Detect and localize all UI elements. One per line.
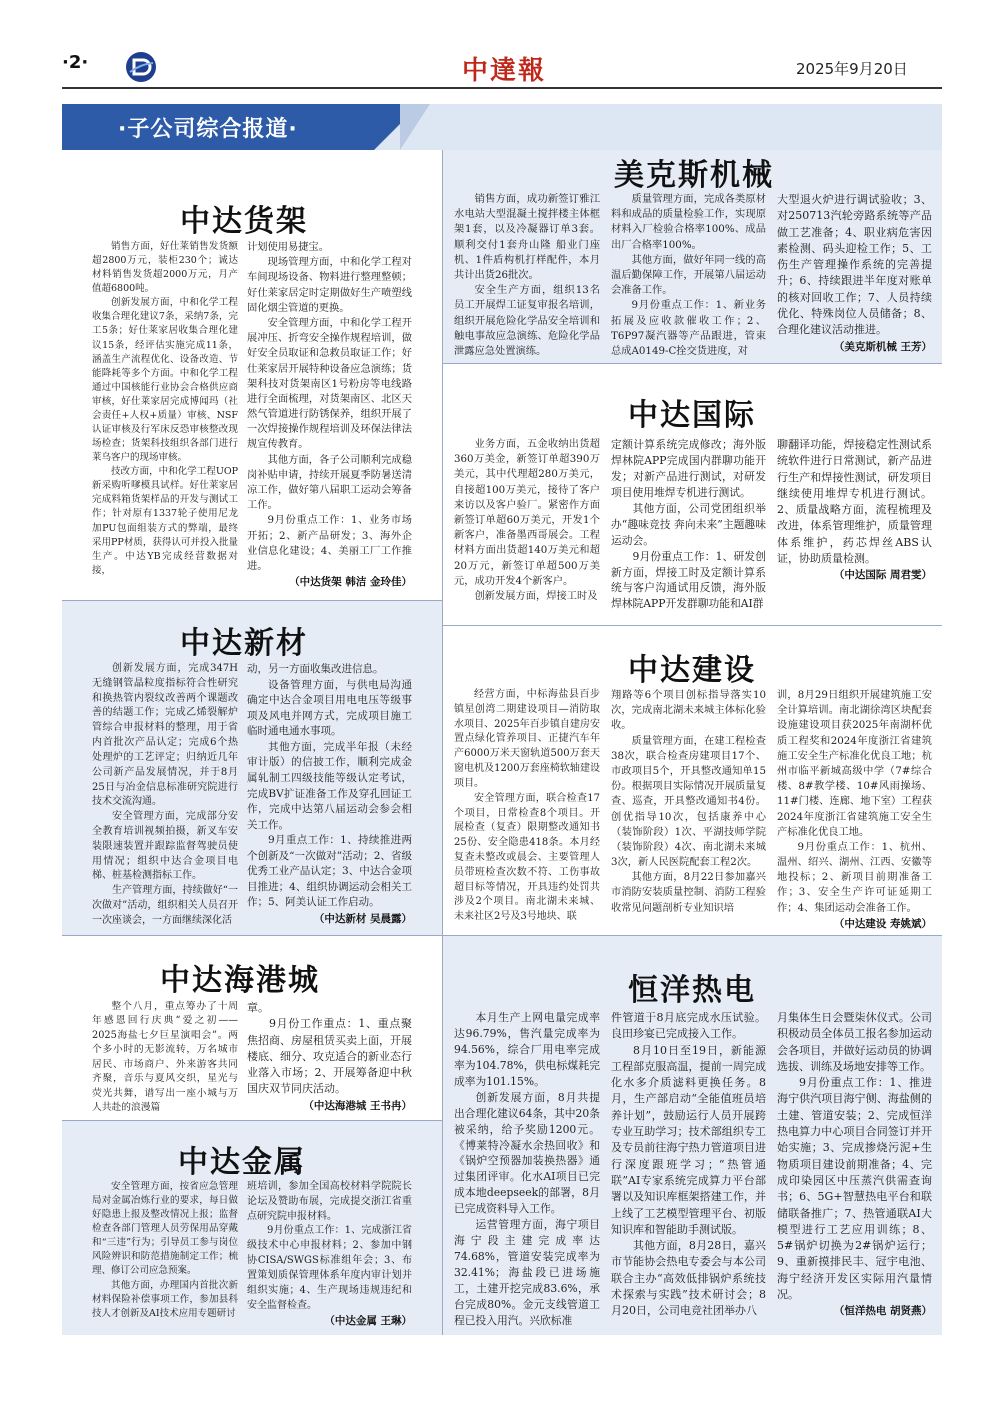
article-column <box>92 240 238 596</box>
banner-decoration <box>400 104 430 150</box>
paragraph: 创新发展方面，完成347H无缝钢管晶粒度指标符合性研究和换热管内裂纹改善两个课题改善的结题工作；完成乙烯裂解炉管综合申报材料的整理，用于省内首批次产品认定；完成6个热处理炉的工艺评定；归纳近几年公司新产品发展情况，并于8月25日与冶金信息标准研究院进行技术交流沟通。 <box>92 663 238 808</box>
section-divider <box>62 600 442 601</box>
article-column <box>247 1180 412 1330</box>
article-column <box>247 240 412 596</box>
article-column <box>454 437 600 623</box>
paragraph: 其他方面，8月28日，嘉兴市节能协会热电专委会与本公司联合主办“高效低排锅炉系统技术探索与实践”技术研讨会；8月20日，公司电竞社团举办八 <box>611 1239 766 1318</box>
article-column <box>611 437 766 623</box>
paragraph: 9月份重点工作：1、杭州、温州、绍兴、湖州、江西、安徽等地投标；2、新项目前期准备工作；3、安全生产许可证延期工作；4、集团运动会准备工作。 <box>777 840 932 914</box>
section-divider <box>442 625 942 626</box>
byline: （恒洋热电 胡贤燕） <box>833 1305 932 1318</box>
paragraph: 训，8月29日组织开展建筑施工安全计算培训。南北湖徐湾区块配套设施建设项目获2025年南湖杯优质工程奖和2024年度浙江省建筑施工安全生产标准化优良工地；杭州市临平新城高级中学（7#综合楼、8#教学楼、10#风雨操场、11#门楼、连廊、地下室）工程获2024年度浙江省建筑施工安全生产标准化优良工地。 <box>777 689 932 838</box>
newspaper-logo-icon <box>126 52 156 82</box>
paragraph: 班培训，参加全国高校材料学院院长论坛及赞助布展，完成提交浙江省重点研究院申报材料。 <box>247 1181 412 1222</box>
paragraph: 其他方面，办理国内首批次新材料保险补偿事项工作，参加县科技人才创新及AI技术应用专题研讨 <box>92 1279 238 1319</box>
paragraph: 其他方面，8月22日参加嘉兴市消防安装质量控制、消防工程验收常见问题剖析专业知识培 <box>611 871 766 914</box>
paragraph: 动，另一方面收集改进信息。 <box>247 663 384 675</box>
paragraph: 质量管理方面，完成各类原材料和成品的质量检验工作，实现原材料入厂检验合格率100%、成品出厂合格率100%。 <box>611 193 766 251</box>
section-divider <box>442 363 942 364</box>
article-column <box>777 688 932 932</box>
paragraph: 创新发展方面，中和化学工程收集合理化建议7条，采纳7条，完工5条；好仕莱家居收集合理化建议15条，经评估实施完成11条，涵盖生产流程优化、设备改造、节能降耗等多个方面。中和化学工程通过中国核能行业协会合格供应商审核，好仕莱家居完成博闻玛（社会责任+人权+质量）审核、NSF认证审核及行军床反恐审核整改现场检查；货架科技组织各部门进行莱乌客户的现场审核。 <box>92 297 238 464</box>
paragraph: 9月份重点工作：1、新业务拓展及应收款催收工作；2、T6P97凝汽器等产品跟进，管束总成A0149-C拴交货进度，对 <box>611 299 766 357</box>
section-divider <box>62 935 942 936</box>
paragraph: 其他方面，完成半年报（未经审计版）的信披工作，顺利完成金属轧制工四级技能等级认定考试，完成BV扩证准备工作及穿孔回证工作，完成中达第八届运动会参会相关工作。 <box>247 740 412 831</box>
paragraph: 技改方面，中和化学工程UOP新采购听嗲模具试样。好仕莱家居完成料箱货架样品的开发与测试工作；针对原有1337轮子使用尼龙加PU包面组装方式的弊端，最终采用PP材质，获得认可并投入批量生产。中达YB完成经营数据对接， <box>92 466 238 576</box>
byline: （中达货架 韩洁 金玲佳） <box>289 576 412 589</box>
paragraph: 9月份重点工作：1、完成浙江省级技术中心申报材料；2、参加中钢协CISA/SWGS标准组年会；3、布置策划质保管理体系年度内审计划并组织实施；4、生产现场违规违纪和安全监督检查。 <box>247 1225 412 1311</box>
paragraph: 其他方面，公司党团组织举办“趣味竞技 奔向未来”主题趣味运动会。 <box>611 501 766 547</box>
paragraph: 9月份重点工作：1、业务市场开拓；2、新产品研发；3、海外企业信息化建设；4、美丽工厂工作推进。 <box>247 514 412 572</box>
paragraph: 安全管理方面，按省应急管理局对金属冶炼行业的要求，每日做好隐患上报及整改情况上报；监督检查各部门管理人员劳保用品穿戴和“三违”行为；引导员工参与岗位风险辨识和防范措施制定工作；梳理、修订公司应急预案。 <box>92 1181 238 1277</box>
byline: （中达国际 周君雯） <box>833 569 932 582</box>
paragraph: 运营管理方面，海宁项目海宁段主建完成率达74.68%，管道安装完成率为32.41%；海盐段已进场施工，土建开挖完成83.6%，承台完成80%。金元支线管道工程已投入用汽。兴欣标准 <box>454 1218 600 1327</box>
article-title: 中达国际 <box>628 398 756 433</box>
article-column <box>777 192 932 360</box>
section-title: ·子公司综合报道· <box>118 117 298 142</box>
article-column <box>247 1000 412 1116</box>
article-column <box>611 192 766 360</box>
paragraph: 创新发展方面，焊接工时及 <box>474 589 598 602</box>
paragraph: 9月份重点工作：1、推进海宁供汽项目海宁侧、海盐侧的土建、管道安装；2、完成恒洋热电算力中心项目合同签订并开始实施；3、完成掺烧污泥+生物质项目建设前期准备；4、完成印染园区中压蒸汽供需查询书；6、5G+智慧热电平台和联储联备推广；7、热管通联AI大模型进行工艺应用训练；8、5#锅炉切换为2#锅炉运行；9、重新摸排民丰、冠宇电池、海宁经济开发区实际用汽量情况。 <box>777 1076 932 1302</box>
paragraph: 销售方面，成功新签订雅江水电站大型混凝土搅拌楼主体框架1套，以及冷凝器订单3套。顺利交付1套舟山隆 船业门座机、1件盾构机打样配件，本月共计出货26批次。 <box>454 193 600 281</box>
byline: （中达新材 吴晨露） <box>313 913 412 925</box>
paragraph: 销售方面，好仕莱销售发货额超2800万元，装柜230个；诚达材料销售发货超2000万元，月产值超6800吨。 <box>92 241 238 295</box>
page-number: ·2· <box>62 52 89 73</box>
byline: （中达建设 寿姚斌） <box>833 917 932 930</box>
issue-date: 2025年9月20日 <box>796 60 908 78</box>
article-title: 中达货架 <box>180 204 308 239</box>
paragraph: 9月重点工作：1、持续推进两个创新及“一次做对”活动；2、省级优秀工业产品认定；3、中达合金项目推进；4、组织协调运动会相关工作；5、阿美认证工作启动。 <box>247 834 412 909</box>
article-column <box>777 437 932 623</box>
paragraph: 定额计算系统完成修改；海外版焊林院APP完成国内群聊功能开发；对新产品进行测试，对研发项目使用堆焊专机进行测试。 <box>611 438 766 499</box>
article-column <box>777 1010 932 1332</box>
paragraph: 安全管理方面，完成部分安全教育培训视频拍摄，新叉车安装限速装置并跟踪监督驾驶员使用情况；组织中达合金项目电梯、桩基检测指标工作。 <box>92 811 238 882</box>
paragraph: 章。 <box>247 1001 269 1014</box>
paragraph: 计划使用易捷宝。 <box>247 241 330 253</box>
article-column <box>92 662 238 930</box>
paragraph: 其他方面，各子公司顺利完成稳岗补贴申请，持续开展夏季防暑送清凉工作，做好第八届职工运动会筹备工作。 <box>247 453 412 512</box>
paragraph: 8月10日至19日，新能源工程部克服高温，提前一周完成化水多介质滤料更换任务。8月，生产部启动“全能值班员培养计划”，鼓励运行人员开展跨专业互助学习；技术部组织专工及专员前往海宁热力管道项目进行深度跟班学习；“热管通联”AI专家系统完成算力平台部署以及知识库框架搭建工作，并上线了工艺模型管理平台、初版知识库和智能助手测试版。 <box>611 1043 766 1236</box>
byline: （美克斯机械 王芳） <box>833 340 932 353</box>
paragraph: 业务方面，五金收纳出货超360万美金，新签订单超390万美元，其中代理超280万美元，自接超100万美元，接待了客户来访以及客户验厂。紧密作方面新签订单超60万美元，开发1个新客户，准备墨西哥展会。工程材料方面出货超140万美元和超20万元，新签订单超500万美元，成功开发4个新客户。 <box>454 438 600 587</box>
article-column <box>611 1010 766 1332</box>
article-column <box>454 1010 600 1332</box>
paragraph: 现场管理方面，中和化学工程对车间现场设备、物料进行整理整顿；好仕莱家居定时定期做好生产喷塑线固化烟尘管道的更换。 <box>247 256 412 314</box>
article-column <box>92 1000 238 1116</box>
paragraph: 创新发展方面，8月共提出合理化建议64条，其中20条被采纳，给予奖励1200元。《博莱特冷凝水余热回收》和《锅炉空预器加装换热器》通过集团评审。化水AI项目已完成本地deepseek的部署，8月已完成资料导入工作。 <box>454 1090 600 1216</box>
paragraph: 安全生产方面，组织13名员工开展焊工证复审报名培训，组织开展危险化学品安全培训和触电事故应急演练、危险化学品泄露应急处置演练。 <box>454 284 600 357</box>
paragraph: 生产管理方面，持续做好“一次做对”活动，组织相关人员召开一次座谈会，一方面继续深化活 <box>92 885 238 926</box>
paragraph: 大型退火炉进行调试验收；3、对250713汽轮旁路系统等产品做工艺准备；4、职业病危害因素检测、码头迎检工作；5、工伤生产管理操作系统的完善提升；6、持续跟进半年度对账单的核对回收工作；7、人员持续优化、特殊岗位人员储备；8、合理化建议活动推进。 <box>777 193 932 337</box>
article-title: 美克斯机械 <box>614 158 774 193</box>
paragraph: 9月份工作重点：1、重点聚焦招商、房屋租赁买卖上面，开展楼底、细分、攻克适合的新业态行业落入市场；2、开展筹备迎中秋国庆双节同庆活动。 <box>247 1017 412 1096</box>
paragraph: 安全管理方面，联合检查17个项目，日常检查8个项目。开展检查（复查）限期整改通知书25份、安全隐患418条。本月经复查未整改或晨会、主要管理人员带班检查次数不符、工伤事故超目标等情况，开具违约处罚共涉及2个项目。南北湖未来城、未来社区2号及3号地块、联 <box>454 792 600 923</box>
article-column <box>454 688 600 932</box>
article-column <box>247 662 412 930</box>
column-divider <box>442 150 443 1335</box>
paragraph: 翔路等6个项目创标指导落实10次，完成南北湖未来城主体标化验收。 <box>611 689 766 732</box>
article-title: 中达新材 <box>180 626 308 661</box>
paragraph: 聊翻译功能，焊接稳定性测试系统软件进行日常测试，新产品进行生产和焊接性测试，研发项目继续使用堆焊专机进行测试。2、质量战略方面，流程梳理及改进，体系管理维护，质量管理体系维护，药芯焊丝ABS认证，协助质量检测。 <box>777 438 932 566</box>
paragraph: 经营方面，中标海盐县百步镇星创湾二期建设项目—消防取水项目、2025年百步镇自建房安置点绿化管养项目、正捷汽车年产6000万米天窗轨道500万套天窗电机及1200万套座椅软轴建设项目。 <box>454 689 600 789</box>
paragraph: 质量管理方面，在建工程检查38次，联合检查房建项目17个、市政项目5个，开具整改通知单15份。根据项目实际情况开展质量复查、巡查，开具整改通知书4份。创优指导10次，包括康养中心（装饰阶段）1次、平湖技师学院（装饰阶段）4次、南北湖未来城3次，新人民医院配套工程2次。 <box>611 734 766 869</box>
byline: （中达金属 王琳） <box>324 1315 412 1328</box>
article-title: 中达海港城 <box>160 963 320 998</box>
newspaper-name: 中達報 <box>462 56 547 86</box>
section-divider <box>62 1120 442 1121</box>
article-column <box>454 192 600 360</box>
paragraph: 月集体生日会暨柒休仪式。公司积极动员全体员工报名参加运动会各项目，并做好运动员的协调选拔、训练及场地安排等工作。 <box>777 1011 932 1073</box>
byline: （中达海港城 王书冉） <box>303 1099 412 1112</box>
article-column <box>611 688 766 932</box>
paragraph: 件管道于8月底完成水压试验。良田珍宴已完成接入工作。 <box>611 1011 766 1041</box>
header-rule <box>62 87 942 89</box>
article-title: 中达金属 <box>178 1145 306 1180</box>
paragraph: 本月生产上网电量完成率达96.79%，售汽量完成率为94.56%，综合厂用电率完成率为104.78%，供电标煤耗完成率为101.15%。 <box>454 1011 600 1088</box>
article-title: 恒洋热电 <box>628 973 756 1008</box>
paragraph: 安全管理方面，中和化学工程开展冲压、折弯安全操作规程培训，做好安全员取证和急救员取证工作；好仕莱家居开展特种设备应急演练；货架科技对货架南区1号粉房等电线路进行全面梳理，对货架南区、北区天然气管道进行防锈保养，组织开展了一次焊接操作规程培训及环保法律法规宣传教育。 <box>247 316 412 451</box>
paragraph: 设备管理方面，与供电局沟通确定中达合金项目用电电压等级事项及风电并网方式，完成项目施工临时通电通水事项。 <box>247 678 412 738</box>
paragraph: 9月份重点工作：1、研发创新方面，焊接工时及定额计算系统与客户沟通试用反馈，海外版焊林院APP开发群聊功能和AI群 <box>611 549 766 611</box>
article-column <box>92 1180 238 1330</box>
paragraph: 整个八月，重点筹办了十周年感恩回行庆典“爱之初——2025海盐七夕巨星演唱会”。两个多小时的无影流转，万名城市居民、市场商户、外来游客共同齐聚，音乐与夏风交织，星光与荧光共舞，谱写出一座小城与万人共赴的浪漫篇 <box>92 1001 238 1114</box>
article-title: 中达建设 <box>628 653 756 688</box>
paragraph: 其他方面，做好年同一线的高温后勤保障工作，开展第八届运动会准备工作。 <box>611 253 766 297</box>
